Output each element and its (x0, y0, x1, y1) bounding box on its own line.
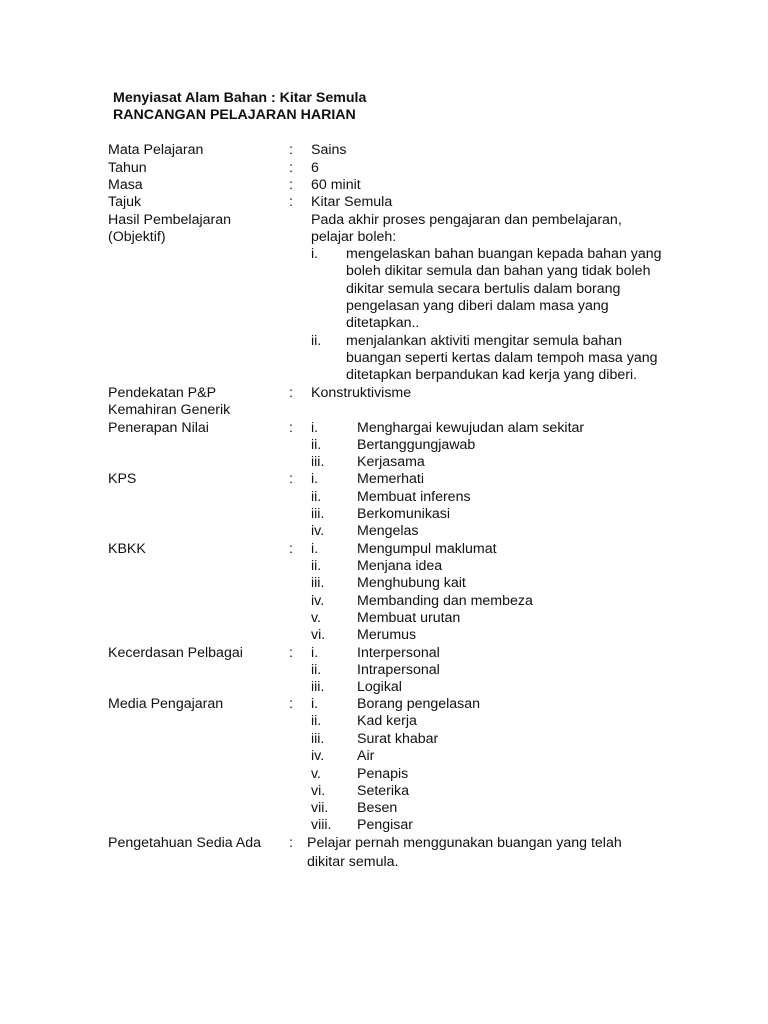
label-tajuk: Tajuk (108, 194, 142, 210)
list-number: i. (311, 471, 319, 487)
list-number: vi. (311, 627, 326, 643)
list-number: viii. (311, 817, 332, 833)
colon-separator: : (289, 194, 293, 210)
list-number: i. (311, 541, 319, 557)
objective-line: buangan seperti kertas dalam tempoh masa yang (346, 350, 658, 366)
list-item: Pengisar (357, 817, 413, 833)
label-mata-pelajaran: Mata Pelajaran (108, 142, 204, 158)
list-item: Bertanggungjawab (357, 437, 476, 453)
list-number: ii. (311, 489, 322, 505)
list-item: Surat khabar (357, 731, 439, 747)
label-tahun: Tahun (108, 160, 147, 176)
label-pendekatan: Pendekatan P&P (108, 385, 217, 401)
list-number: iii. (311, 731, 325, 747)
list-item: Interpersonal (357, 645, 440, 661)
colon-separator: : (289, 177, 293, 193)
list-number: v. (311, 766, 321, 782)
label-media-pengajaran: Media Pengajaran (108, 696, 224, 712)
list-item: Kad kerja (357, 713, 417, 729)
list-number: iii. (311, 506, 325, 522)
list-item: Membuat urutan (357, 610, 461, 626)
list-item: Kerjasama (357, 454, 425, 470)
objective-number: ii. (311, 333, 322, 349)
list-number: ii. (311, 437, 322, 453)
colon-separator: : (289, 696, 293, 712)
list-item: Penapis (357, 766, 409, 782)
list-number: vi. (311, 783, 326, 799)
objective-line: dikitar semula secara bertulis dalam borang (346, 281, 621, 297)
list-number: iv. (311, 748, 325, 764)
page-title: RANCANGAN PELAJARAN HARIAN (113, 107, 356, 123)
value-tahun: 6 (311, 160, 319, 176)
pengetahuan-line: Pelajar pernah menggunakan buangan yang telah (307, 835, 622, 851)
colon-separator: : (289, 645, 293, 661)
list-item: Berkomunikasi (357, 506, 451, 522)
list-item: Memerhati (357, 471, 425, 487)
list-item: Membuat inferens (357, 489, 471, 505)
label-masa: Masa (108, 177, 143, 193)
list-number: ii. (311, 558, 322, 574)
label-kemahiran-generik: Kemahiran Generik (108, 402, 231, 418)
objective-number: i. (311, 246, 319, 262)
list-item: Merumus (357, 627, 417, 643)
list-item: Besen (357, 800, 398, 816)
list-item: Menghubung kait (357, 575, 466, 591)
label-objektif: (Objektif) (108, 229, 166, 245)
hasil-intro-line: Pada akhir proses pengajaran dan pembelajaran, (311, 212, 622, 228)
objective-line: boleh dikitar semula dan bahan yang tidak boleh (346, 263, 651, 279)
list-number: iii. (311, 454, 325, 470)
label-kecerdasan-pelbagai: Kecerdasan Pelbagai (108, 645, 243, 661)
colon-separator: : (289, 835, 293, 851)
list-number: i. (311, 420, 319, 436)
colon-separator: : (289, 541, 293, 557)
list-number: ii. (311, 662, 322, 678)
list-item: Borang pengelasan (357, 696, 481, 712)
value-masa: 60 minit (311, 177, 361, 193)
label-penerapan-nilai: Penerapan Nilai (108, 420, 209, 436)
list-item: Mengelas (357, 523, 419, 539)
value-mata-pelajaran: Sains (311, 142, 347, 158)
list-item: Menghargai kewujudan alam sekitar (357, 420, 585, 436)
list-item: Membanding dan membeza (357, 593, 533, 609)
list-number: ii. (311, 713, 322, 729)
label-kps: KPS (108, 471, 137, 487)
objective-line: menjalankan aktiviti mengitar semula bahan (346, 333, 623, 349)
list-number: iv. (311, 593, 325, 609)
objective-line: pengelasan yang diberi dalam masa yang (346, 298, 609, 314)
objective-line: ditetapkan.. (346, 315, 420, 331)
value-tajuk: Kitar Semula (311, 194, 393, 210)
colon-separator: : (289, 385, 293, 401)
list-item: Mengumpul maklumat (357, 541, 497, 557)
list-item: Logikal (357, 679, 402, 695)
label-hasil-pembelajaran: Hasil Pembelajaran (108, 212, 232, 228)
list-item: Air (357, 748, 375, 764)
list-number: i. (311, 645, 319, 661)
list-item: Menjana idea (357, 558, 443, 574)
hasil-intro-line: pelajar boleh: (311, 229, 397, 245)
list-number: v. (311, 610, 321, 626)
value-pendekatan: Konstruktivisme (311, 385, 412, 401)
colon-separator: : (289, 471, 293, 487)
list-item: Intrapersonal (357, 662, 440, 678)
label-pengetahuan-sedia-ada: Pengetahuan Sedia Ada (108, 835, 262, 851)
list-number: i. (311, 696, 319, 712)
pengetahuan-line: dikitar semula. (307, 854, 399, 870)
list-number: iii. (311, 575, 325, 591)
list-number: iv. (311, 523, 325, 539)
colon-separator: : (289, 160, 293, 176)
label-kbkk: KBKK (108, 541, 146, 557)
objective-line: ditetapkan berpandukan kad kerja yang diberi. (346, 367, 638, 383)
list-item: Seterika (357, 783, 410, 799)
topic-heading: Menyiasat Alam Bahan : Kitar Semula (113, 90, 367, 106)
objective-line: mengelaskan bahan buangan kepada bahan yang (346, 246, 662, 262)
list-number: vii. (311, 800, 329, 816)
colon-separator: : (289, 420, 293, 436)
colon-separator: : (289, 142, 293, 158)
list-number: iii. (311, 679, 325, 695)
